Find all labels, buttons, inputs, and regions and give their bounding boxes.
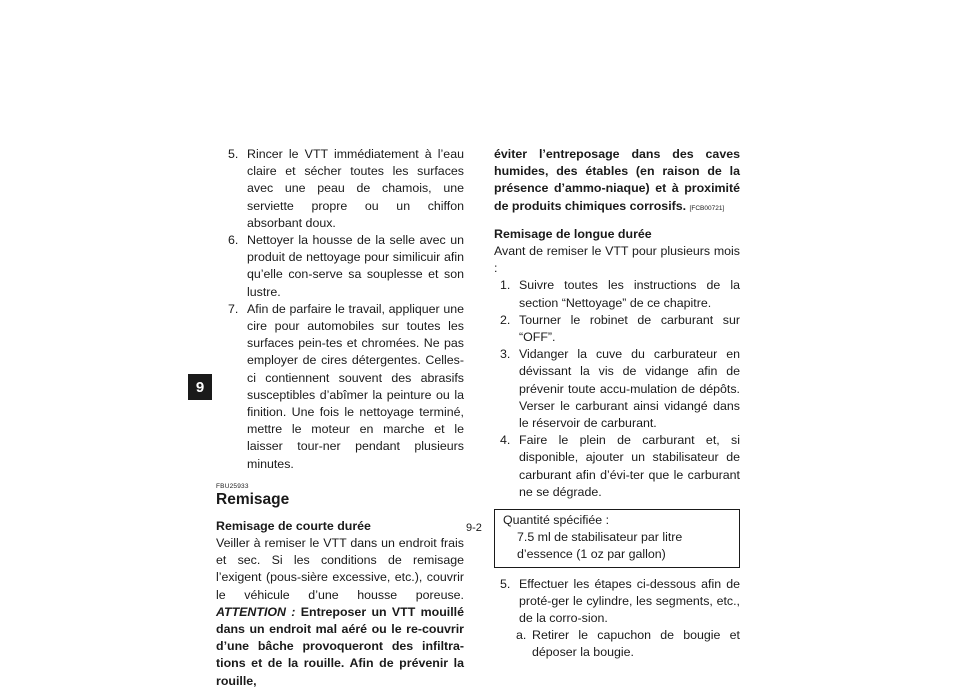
spec-label: Quantité spécifiée :	[503, 513, 610, 528]
list-item	[494, 312, 740, 346]
list-text: Tourner le robinet de carburant sur “OFF”.	[519, 312, 740, 345]
list-number: 1.	[500, 278, 511, 293]
list-item	[494, 277, 740, 311]
list-number: 4.	[500, 433, 511, 448]
list-text: Retirer le capuchon de bougie et déposer la bougie.	[532, 628, 740, 660]
spec-value: 7.5 ml de stabilisateur par litre d’essence (1 oz par gallon)	[517, 530, 683, 562]
attention-text: Entreposer un VTT mouillé dans un endroit mal aéré ou le re-couvrir d’une bâche provoqueront des infiltra-tions et de la rouille. Afin de prévenir la rouille,	[216, 604, 464, 688]
page-number: 9-2	[466, 522, 482, 534]
attention-label: ATTENTION :	[216, 604, 296, 619]
list-item	[216, 146, 464, 232]
list-letter: a.	[516, 628, 527, 643]
list-item	[494, 346, 740, 432]
left-column	[216, 146, 464, 690]
list-text: Effectuer les étapes ci-dessous afin de proté-ger le cylindre, les segments, etc., de la corro-sion.	[519, 576, 740, 626]
list-number: 6.	[228, 233, 239, 248]
list-item	[494, 576, 740, 628]
list-text: Nettoyer la housse de la selle avec un produit de nettoyage pour similicuir afin qu’elle con-serve sa souplesse et son lustre.	[247, 233, 464, 299]
specification-box	[494, 509, 740, 568]
right-column	[494, 146, 740, 662]
long-storage-heading: Remisage de longue durée	[494, 226, 652, 241]
list-number: 2.	[500, 312, 511, 327]
list-text: Afin de parfaire le travail, appliquer une cire pour automobiles sur toutes les surfaces pein-tes et chromées. Ne pas employer de cires détergentes. Celles-ci contiennent souvent des abrasifs susceptibles d’abîmer la peinture ou la finition. Une fois le nettoyage terminé, mettre le moteur en marche et le laisser tour-ner pendant plusieurs minutes.	[247, 301, 464, 471]
list-number: 5.	[500, 576, 511, 591]
section-title: Remisage	[216, 490, 290, 508]
short-storage-text: Veiller à remiser le VTT dans un endroit frais et sec. Si les conditions de remisage l’exigent (pous-sière excessive, etc.), couvrir le véhicule d’une housse poreuse.	[216, 536, 464, 602]
chapter-tab: 9	[188, 374, 212, 400]
list-text: Faire le plein de carburant et, si disponible, ajouter un stabilisateur de carburant afin d’évi-ter que le carburant ne se dégrade.	[519, 433, 740, 499]
attention-continuation-text: éviter l’entreposage dans des caves humides, des étables (en raison de la présence d’ammo-niaque) et à proximité de produits chimiques corrosifs.	[494, 147, 740, 213]
attention-continuation	[494, 146, 740, 217]
sub-list-item	[494, 627, 740, 661]
list-item	[216, 232, 464, 301]
list-text: Rincer le VTT immédiatement à l’eau claire et sécher toutes les surfaces avec une peau de chamois, une serviette propre ou un chiffon absorbant doux.	[247, 147, 464, 230]
list-number: 7.	[228, 301, 239, 316]
list-number: 5.	[228, 147, 239, 161]
short-storage-heading: Remisage de courte durée	[216, 518, 371, 533]
list-item	[494, 432, 740, 501]
list-text: Suivre toutes les instructions de la section “Nettoyage” de ce chapitre.	[519, 278, 740, 310]
list-number: 3.	[500, 347, 511, 362]
list-item	[216, 301, 464, 473]
short-storage-paragraph	[216, 535, 464, 690]
attention-code: [FCB00721]	[689, 204, 725, 212]
list-text: Vidanger la cuve du carburateur en dévissant la vis de vidange afin de prévenir toute accu-mulation de dépôts. Verser le carburant ainsi vidangé dans le réservoir de carburant.	[519, 347, 740, 431]
long-storage-intro: Avant de remiser le VTT pour plusieurs mois :	[494, 244, 740, 276]
section-code: FBU25933	[216, 482, 249, 490]
